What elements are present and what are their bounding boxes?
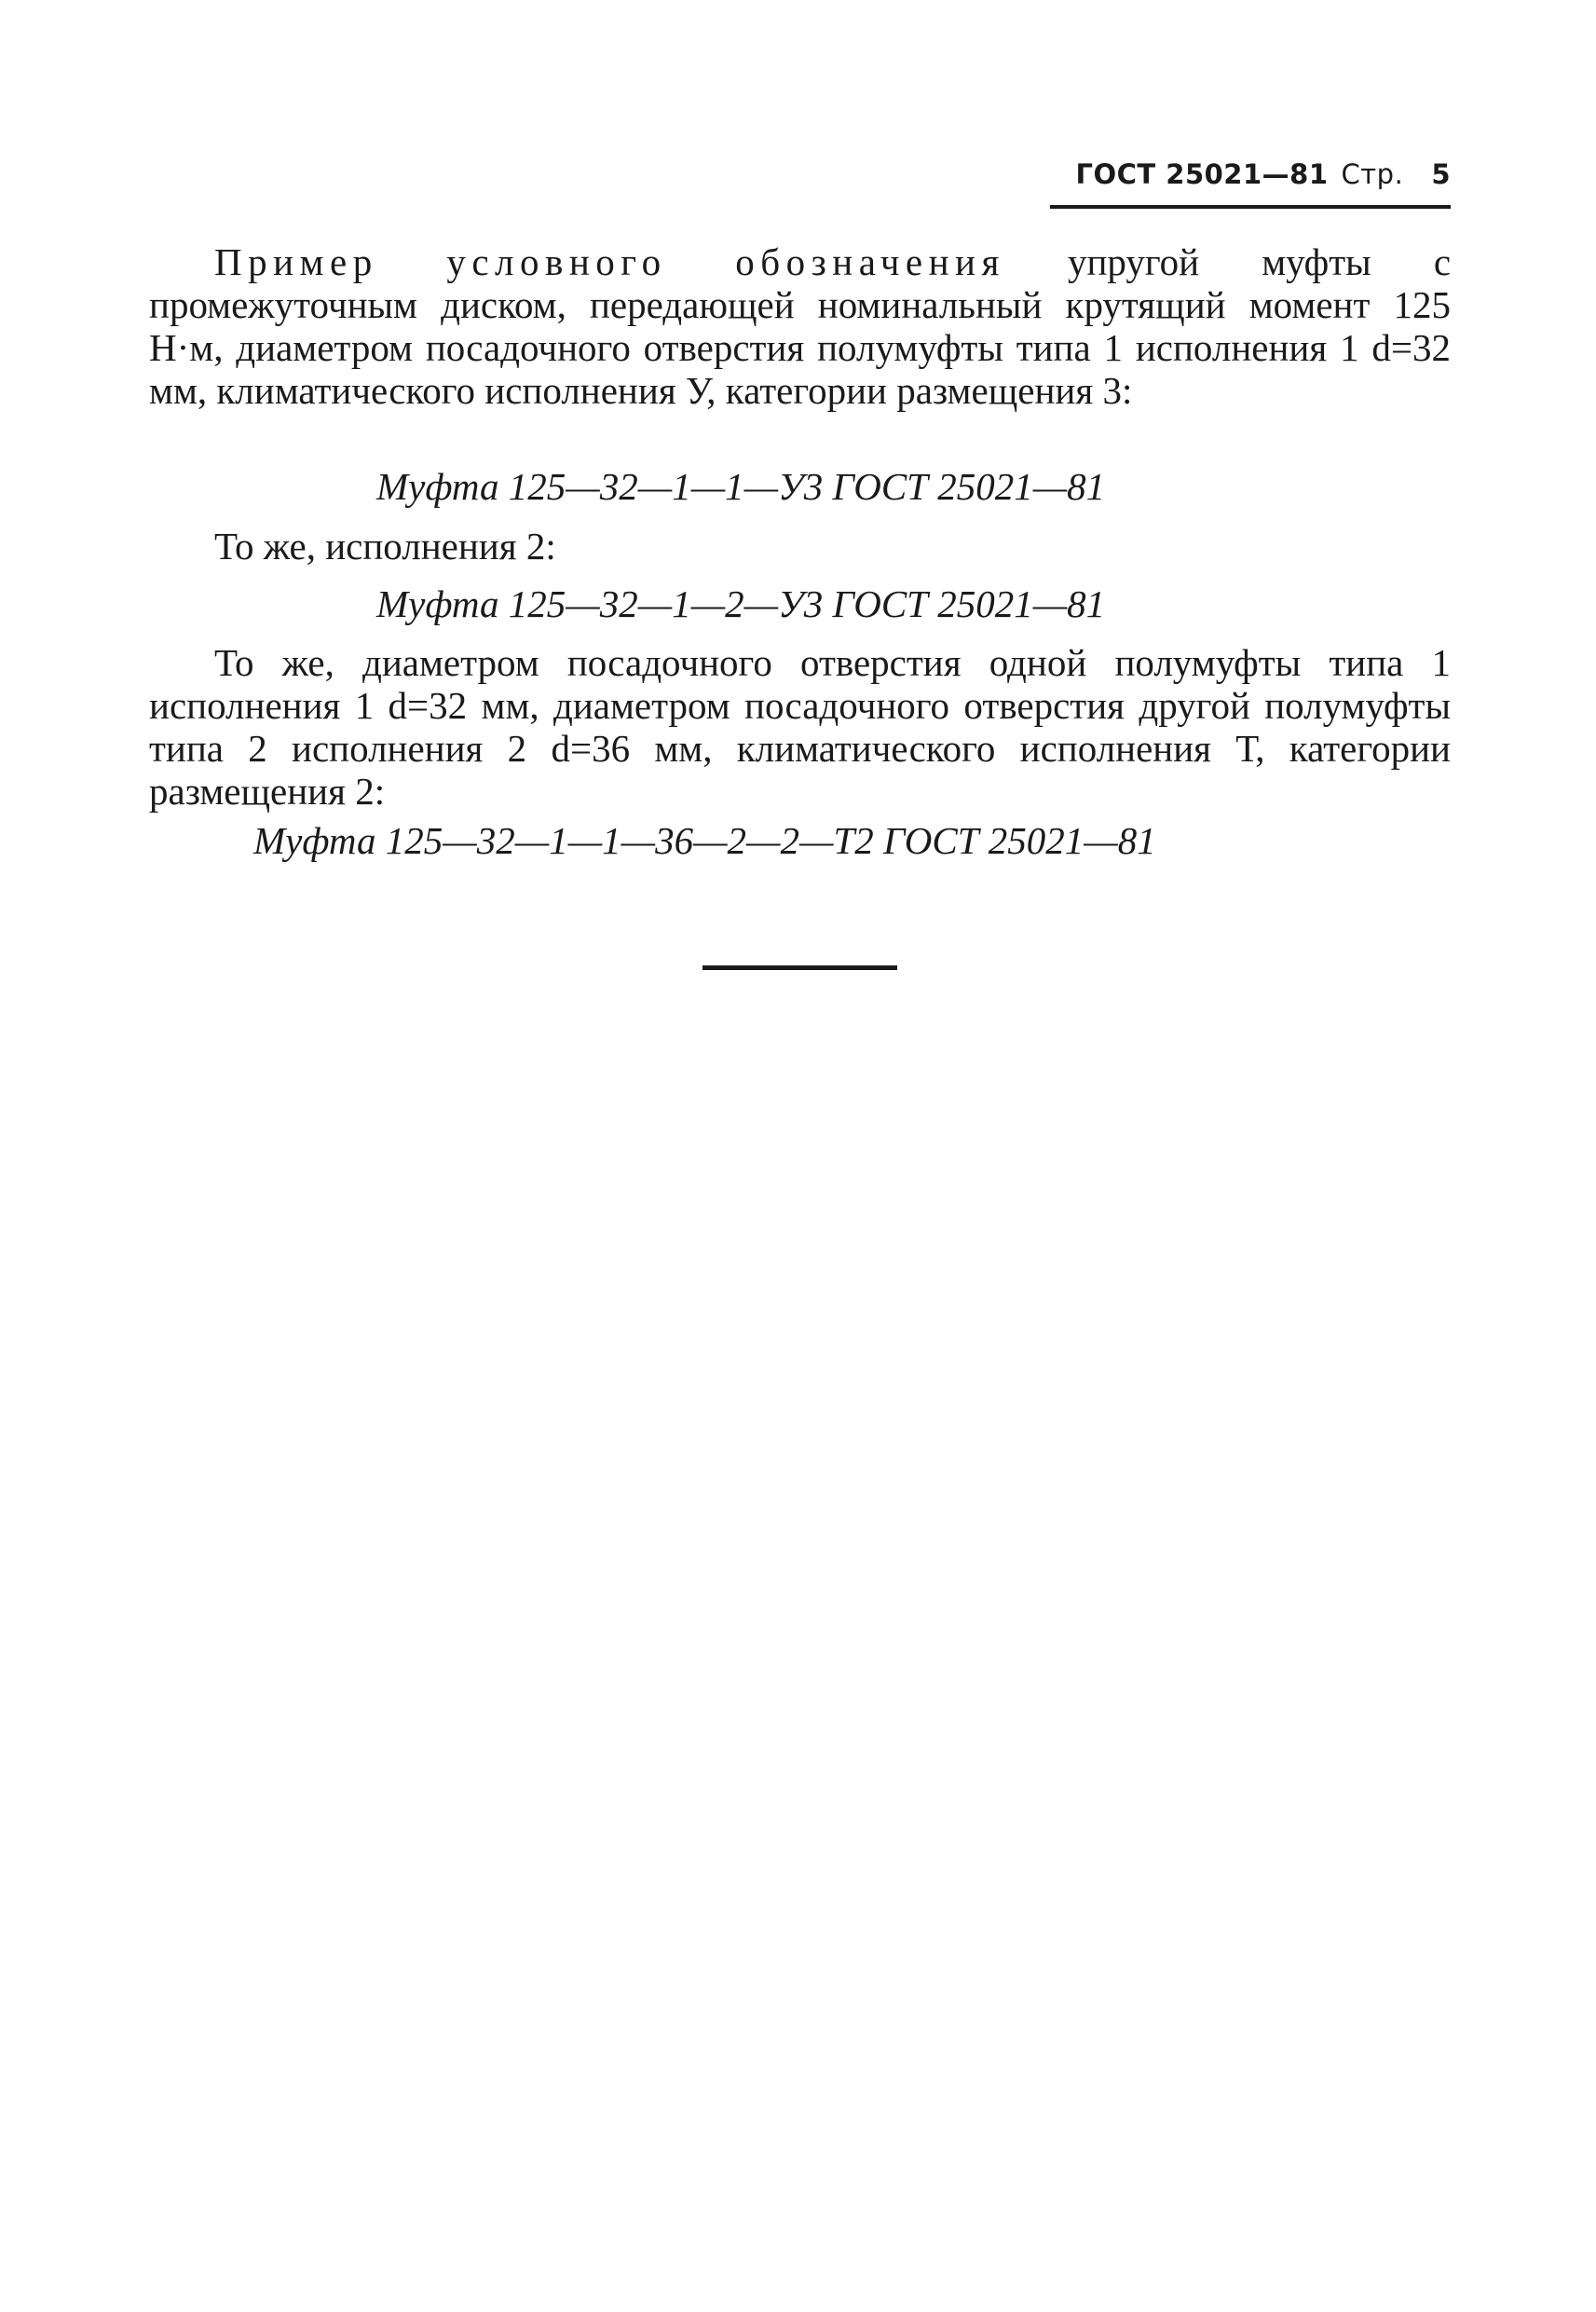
page-number: 5 bbox=[1431, 158, 1451, 190]
designation-2: Муфта 125—32—1—2—У3 ГОСТ 25021—81 bbox=[376, 582, 1106, 625]
standard-number: ГОСТ 25021—81 bbox=[1075, 158, 1329, 190]
paragraph-example-1 bbox=[149, 240, 1451, 412]
paragraph-example-3 bbox=[149, 641, 1451, 813]
end-rule bbox=[703, 965, 897, 970]
designation-1: Муфта 125—32—1—1—У3 ГОСТ 25021—81 bbox=[376, 465, 1106, 508]
page-label: Стр. bbox=[1341, 158, 1404, 190]
page-header bbox=[1075, 158, 1451, 190]
designation-3: Муфта 125—32—1—1—36—2—2—Т2 ГОСТ 25021—81 bbox=[253, 819, 1156, 862]
paragraph-body: упругой муфты с промежуточным диском, передающей номинальный крутящий момент 125 Н·м, диаметром посадочного отверстия полумуфты типа 1 исполнения 1 d=32 мм, климатического исполнения У, категории размещения 3: bbox=[149, 240, 1452, 412]
same-variant-2-line: То же, исполнения 2: bbox=[214, 525, 556, 568]
paragraph-lead: Пример условного обозначения bbox=[214, 240, 1005, 283]
header-rule bbox=[1050, 205, 1451, 209]
paragraph-body-3: То же, диаметром посадочного отверстия одной полумуфты типа 1 исполнения 1 d=32 мм, диаметром посадочного отверстия другой полумуфты типа 2 исполнения 2 d=36 мм, климатического исполнения Т, категории размещения 2: bbox=[149, 641, 1451, 813]
